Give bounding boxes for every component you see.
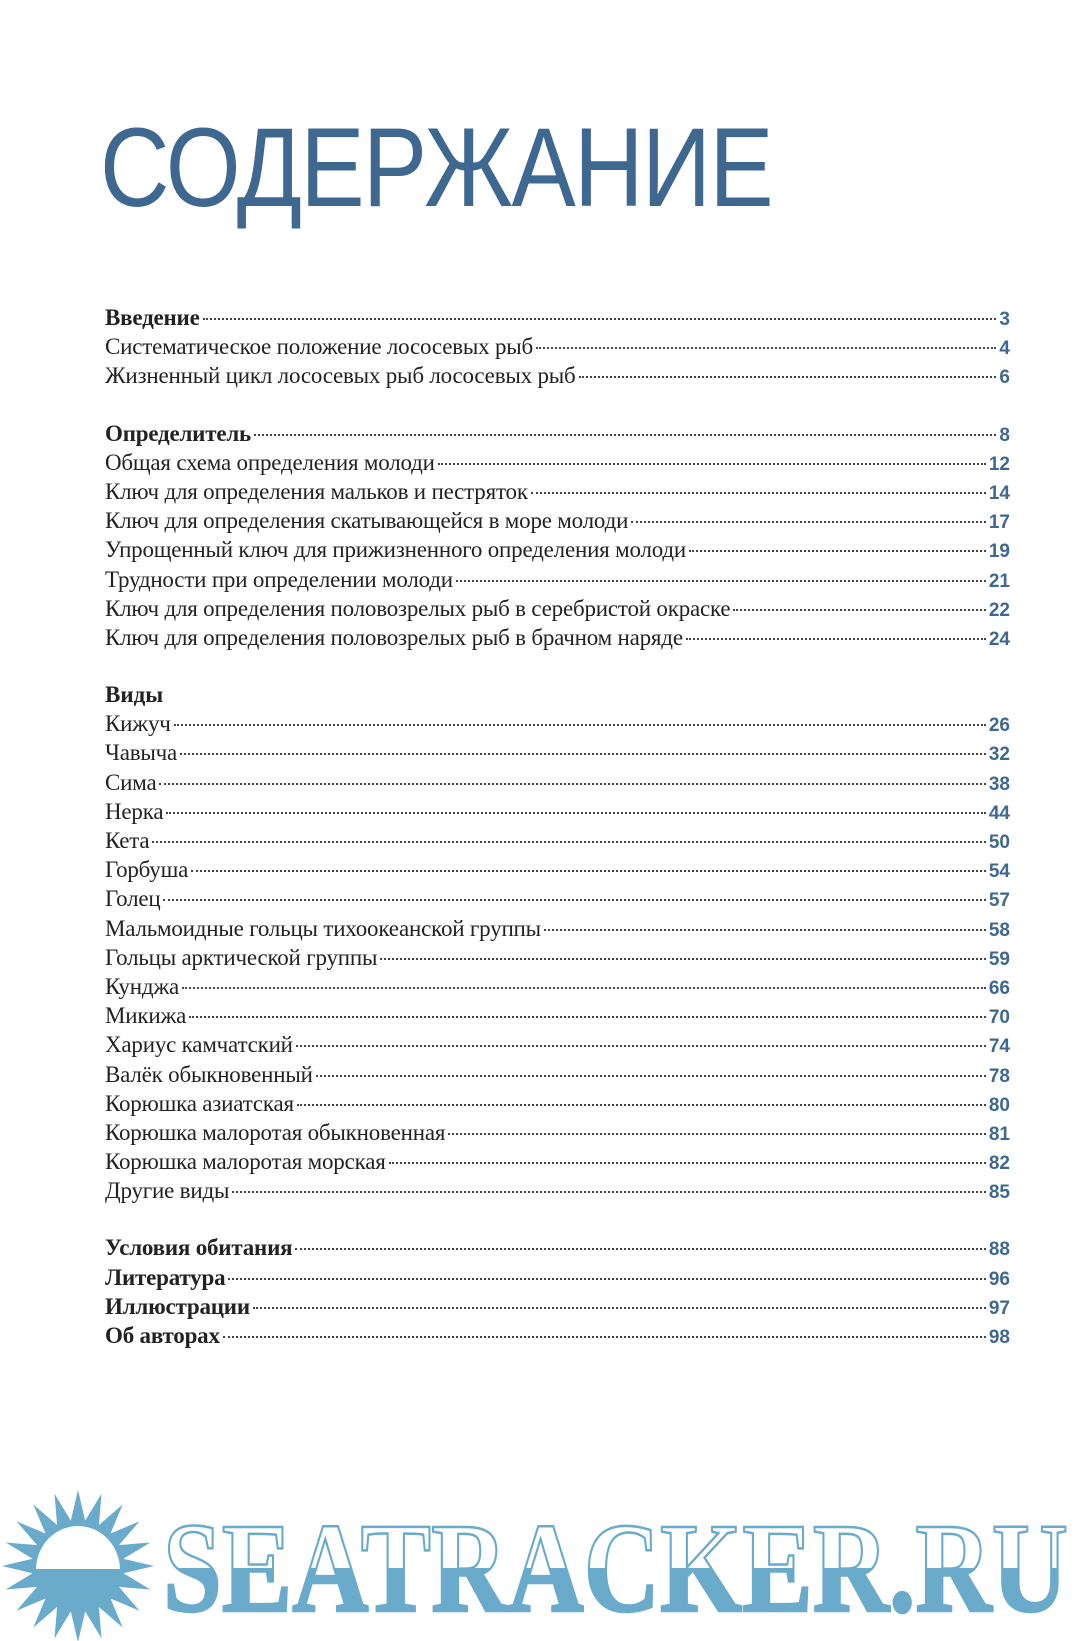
entry-title: Ключ для определения половозрелых рыб в серебристой окраске: [105, 595, 731, 621]
page-number: 96: [988, 1268, 1010, 1290]
dot-leader: [438, 463, 986, 465]
entry-title: Систематическое положение лососевых рыб: [105, 334, 534, 360]
entry-title: Хариус камчатский: [105, 1032, 293, 1058]
dot-leader: [159, 783, 985, 785]
dot-leader: [544, 929, 986, 931]
page-number: 44: [988, 802, 1010, 824]
entry-title: Ключ для определения мальков и пестряток: [105, 478, 528, 504]
page-number: 21: [988, 570, 1010, 592]
dot-leader: [689, 550, 986, 552]
dot-leader: [456, 580, 986, 582]
dot-leader: [254, 434, 996, 436]
entry-title: Другие виды: [105, 1178, 230, 1204]
sun-icon: [2, 1490, 154, 1641]
toc-entry[interactable]: [105, 1118, 1010, 1147]
page-number: 8: [999, 424, 1010, 446]
toc-entry[interactable]: [105, 332, 1010, 361]
page-number: 22: [988, 599, 1010, 621]
toc-entry[interactable]: [105, 1001, 1010, 1030]
toc-entry[interactable]: [105, 506, 1010, 535]
entry-title: Гольцы арктической группы: [105, 944, 378, 970]
toc-entry[interactable]: [105, 1233, 1010, 1262]
toc-section: [105, 419, 1010, 653]
toc-entry[interactable]: [105, 709, 1010, 738]
dot-leader: [174, 724, 986, 726]
entry-title: Горбуша: [105, 857, 189, 883]
entry-title: Корюшка малоротая морская: [105, 1149, 386, 1175]
page-number: 70: [988, 1007, 1010, 1029]
seatracker-logo: [0, 1488, 1080, 1641]
entry-title: Определитель: [105, 420, 252, 446]
page-number: 74: [988, 1036, 1010, 1058]
page-number: 3: [999, 309, 1010, 330]
page-number: 54: [988, 861, 1010, 883]
entry-title: Мальмоидные гольцы тихоокеанской группы: [105, 915, 541, 941]
entry-title: Трудности при определении молоди: [105, 566, 453, 592]
page-number: 24: [988, 628, 1010, 650]
toc-entry[interactable]: [105, 419, 1010, 448]
entry-title: Сима: [105, 769, 157, 795]
entry-title: Кунджа: [105, 973, 180, 999]
dot-leader: [316, 1075, 986, 1077]
toc-entry[interactable]: [105, 623, 1010, 652]
dot-leader: [389, 1162, 986, 1164]
toc-entry[interactable]: [105, 1147, 1010, 1176]
toc-entry[interactable]: [105, 768, 1010, 797]
dot-leader: [189, 1016, 986, 1018]
page-number: 66: [988, 977, 1010, 999]
dot-leader: [191, 870, 986, 872]
dot-leader: [228, 1278, 985, 1280]
page-number: 57: [988, 890, 1010, 912]
toc-entry[interactable]: [105, 738, 1010, 767]
dot-leader: [531, 492, 986, 494]
entry-title: Чавыча: [105, 740, 178, 766]
page-number: 32: [988, 744, 1010, 766]
toc-section: [105, 1233, 1010, 1350]
page-number: 26: [988, 715, 1010, 737]
dot-leader: [152, 841, 985, 843]
page-number: 38: [988, 773, 1010, 795]
dot-leader: [180, 753, 986, 755]
toc-entry[interactable]: [105, 1292, 1010, 1321]
page-number: 19: [988, 541, 1010, 563]
page-number: 78: [988, 1065, 1010, 1087]
page-number: 14: [988, 482, 1010, 504]
dot-leader: [297, 1104, 986, 1106]
entry-title: Общая схема определения молоди: [105, 449, 435, 475]
dot-leader: [232, 1191, 986, 1193]
toc-entry[interactable]: [105, 594, 1010, 623]
toc-entry[interactable]: [105, 972, 1010, 1001]
toc-entry[interactable]: [105, 855, 1010, 884]
page-number: 50: [988, 832, 1010, 853]
entry-title: Ключ для определения половозрелых рыб в брачном наряде: [105, 624, 683, 650]
dot-leader: [203, 318, 997, 320]
page-number: 81: [988, 1123, 1010, 1145]
page-number: 98: [988, 1327, 1010, 1348]
toc-entry[interactable]: [105, 943, 1010, 972]
page-number: 17: [988, 512, 1010, 534]
dot-leader: [686, 638, 986, 640]
toc-entry[interactable]: [105, 914, 1010, 943]
toc-entry[interactable]: [105, 1321, 1010, 1350]
page-number: 6: [999, 367, 1010, 389]
dot-leader: [182, 987, 986, 989]
page-title: СОДЕРЖАНИЕ: [100, 105, 772, 230]
dot-leader: [223, 1336, 986, 1338]
toc-entry[interactable]: [105, 797, 1010, 826]
toc-entry[interactable]: [105, 1089, 1010, 1118]
entry-title: Иллюстрации: [105, 1293, 250, 1319]
toc-entry[interactable]: [105, 448, 1010, 477]
page-number: 88: [988, 1239, 1010, 1261]
toc-section: [105, 680, 1010, 1205]
entry-title: Голец: [105, 886, 161, 912]
page-number: 97: [988, 1297, 1010, 1319]
toc-entry[interactable]: [105, 1263, 1010, 1292]
dot-leader: [380, 958, 986, 960]
watermark-text: SEATRACKER.RU: [163, 1497, 1068, 1639]
entry-title: Кета: [105, 828, 150, 853]
entry-title: Жизненный цикл лососевых рыб лососевых рыб: [105, 363, 576, 389]
entry-title: Валёк обыкновенный: [105, 1061, 313, 1087]
dot-leader: [448, 1133, 986, 1135]
entry-title: Ключ для определения скатывающейся в море молоди: [105, 508, 629, 534]
entry-title: Микижа: [105, 1003, 187, 1029]
dot-leader: [579, 376, 997, 378]
toc-entry[interactable]: [105, 303, 1010, 332]
toc-entry[interactable]: [105, 1176, 1010, 1205]
dot-leader: [733, 609, 985, 611]
toc-entry[interactable]: [105, 535, 1010, 564]
entry-title: Упрощенный ключ для прижизненного определения молоди: [105, 537, 686, 563]
dot-leader: [253, 1307, 986, 1309]
page-number: 58: [988, 919, 1010, 941]
page-number: 59: [988, 948, 1010, 970]
toc-section: [105, 303, 1010, 391]
page-number: 85: [988, 1182, 1010, 1204]
table-of-contents: [105, 303, 1010, 1378]
toc-entry[interactable]: [105, 477, 1010, 506]
entry-title: Введение: [105, 305, 200, 330]
entry-title: Об авторах: [105, 1323, 220, 1348]
page-number: 4: [999, 338, 1010, 360]
page-number: 12: [988, 453, 1010, 475]
entry-title: Условия обитания: [105, 1235, 293, 1261]
dot-leader: [166, 812, 986, 814]
dot-leader: [536, 347, 996, 349]
toc-entry[interactable]: [105, 1060, 1010, 1089]
toc-entry[interactable]: [105, 884, 1010, 913]
page-number: 80: [988, 1094, 1010, 1116]
toc-entry[interactable]: [105, 826, 1010, 855]
entry-title: Корюшка азиатская: [105, 1090, 294, 1116]
dot-leader: [295, 1248, 985, 1250]
dot-leader: [296, 1045, 986, 1047]
page-number: 82: [988, 1153, 1010, 1175]
entry-title: Кижуч: [105, 711, 171, 737]
entry-title: Корюшка малоротая обыкновенная: [105, 1119, 446, 1145]
dot-leader: [163, 899, 985, 901]
toc-entry[interactable]: [105, 1030, 1010, 1059]
entry-title: Литература: [105, 1264, 226, 1290]
section-heading: Виды: [105, 682, 164, 708]
dot-leader: [631, 521, 986, 523]
entry-title: Нерка: [105, 798, 164, 824]
toc-entry[interactable]: [105, 565, 1010, 594]
toc-entry[interactable]: [105, 361, 1010, 390]
